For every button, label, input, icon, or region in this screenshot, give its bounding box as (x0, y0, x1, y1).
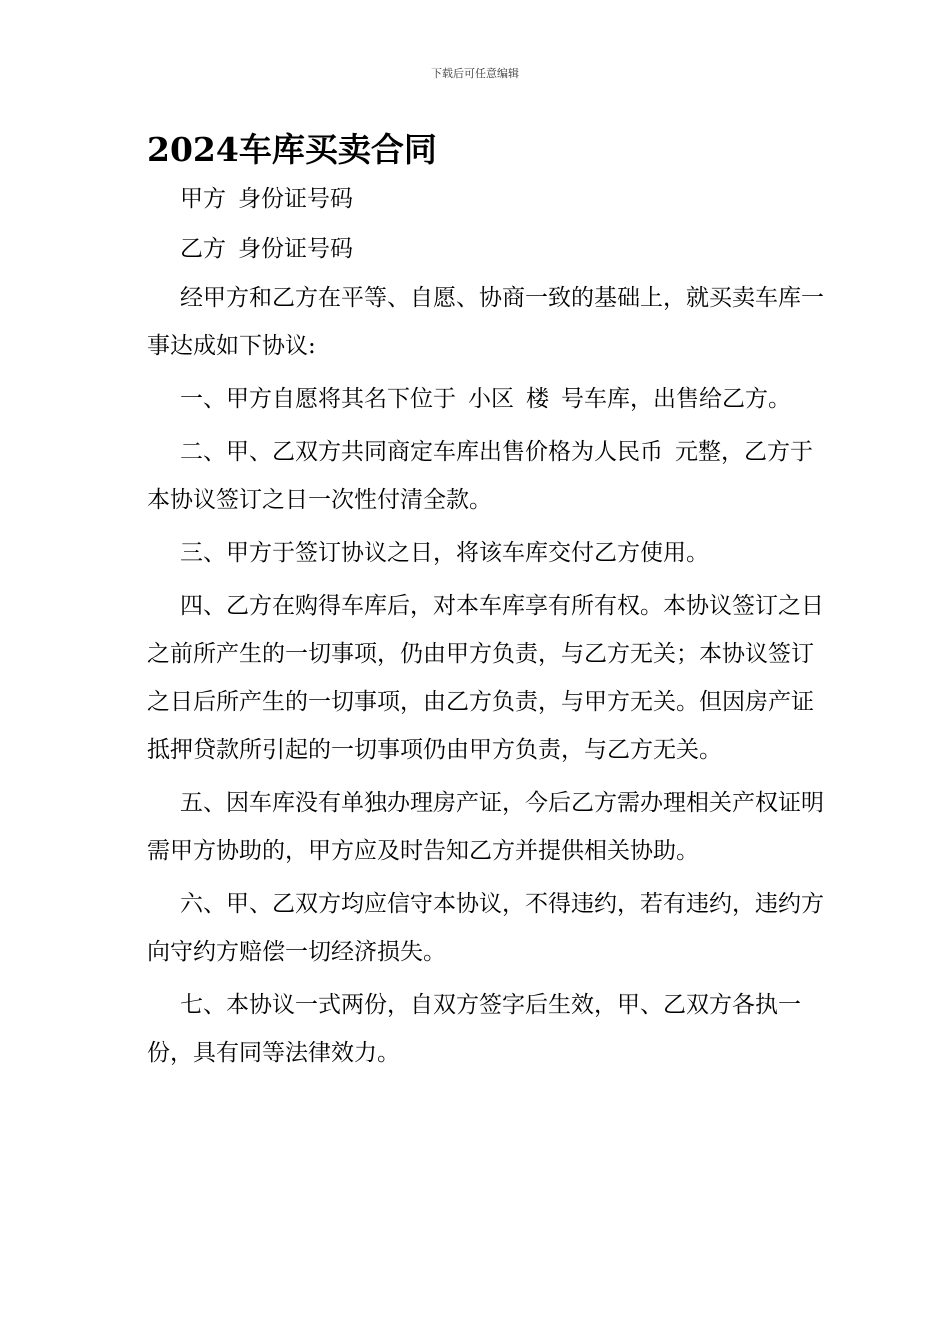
party-b-line (147, 224, 827, 274)
party-b-id-label: 身份证号码 (238, 236, 353, 262)
clause-1 (147, 375, 827, 423)
page-header: 下载后可任意编辑 (431, 67, 519, 80)
clause-3: 三、甲方于签订协议之日，将该车库交付乙方使用。 (180, 540, 709, 566)
clause-2 (147, 428, 827, 524)
clause-2-part-2: 元整，乙方于本协议签订之日一次性付清全款。 (147, 439, 813, 513)
document-body (147, 126, 827, 1082)
intro-paragraph: 经甲方和乙方在平等、自愿、协商一致的基础上，就买卖车库一事达成如下协议: (147, 285, 824, 359)
clause-5: 五、因车库没有单独办理房产证，今后乙方需办理相关产权证明需甲方协助的，甲方应及时告知乙方并提供相关协助。 (147, 790, 824, 864)
party-a-id-label: 身份证号码 (238, 186, 353, 212)
clause-2-part-1: 二、甲、乙双方共同商定车库出售价格为人民币 (180, 439, 663, 465)
party-a-label: 甲方 (180, 186, 226, 212)
clause-4: 四、乙方在购得车库后，对本车库享有所有权。本协议签订之日之前所产生的一切事项，仍由甲方负责，与乙方无关；本协议签订之日后所产生的一切事项，由乙方负责，与甲方无关。但因房产证抵押贷款所引起的一切事项仍由甲方负责，与乙方无关。 (147, 593, 824, 763)
document-title: 2024车库买卖合同 (147, 130, 437, 169)
party-b-label: 乙方 (180, 236, 226, 262)
clause-1-part-3: 楼 (526, 386, 549, 412)
clause-1-part-4: 号车库，出售给乙方。 (561, 386, 791, 412)
clause-7: 七、本协议一式两份，自双方签字后生效，甲、乙双方各执一份，具有同等法律效力。 (147, 992, 801, 1066)
party-a-line (147, 174, 827, 224)
clause-1-part-1: 一、甲方自愿将其名下位于 (180, 386, 456, 412)
clause-1-part-2: 小区 (468, 386, 514, 412)
clause-6: 六、甲、乙双方均应信守本协议，不得违约，若有违约，违约方向守约方赔偿一切经济损失。 (147, 891, 824, 965)
